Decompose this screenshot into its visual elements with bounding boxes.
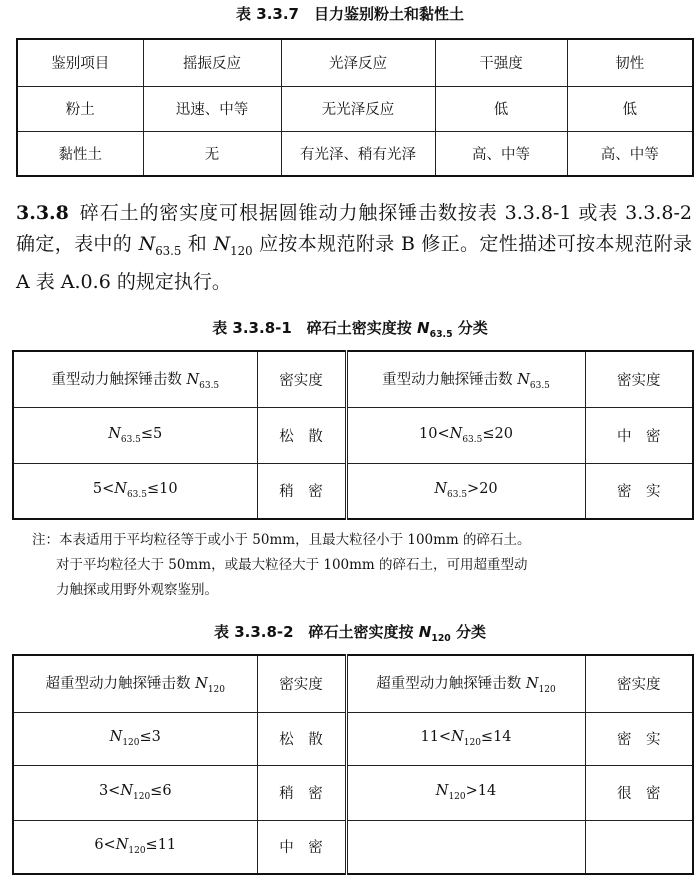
table-3381-caption: 表 3.3.8-1 碎石土密实度按 $N_{63.5}$ 分类	[212, 319, 488, 340]
table-cell: 高、中等	[435, 131, 567, 176]
header-cell: 光泽反应	[281, 39, 435, 86]
table-cell: 无光泽反应	[281, 86, 435, 131]
header-cell: 韧性	[567, 39, 693, 86]
table-cell: 高、中等	[567, 131, 693, 176]
table-cell: 中 密	[257, 820, 346, 874]
header-cell: 密实度	[585, 655, 693, 712]
header-cell: 超重型动力触探锤击数 $N_{120}$	[13, 655, 257, 712]
clause-number: 3.3.8	[16, 202, 69, 224]
table-cell: $N_{63.5}>20$	[346, 463, 585, 519]
header-cell: 鉴别项目	[17, 39, 143, 86]
header-cell: 密实度	[257, 655, 346, 712]
table-337	[16, 38, 694, 177]
table-cell: $10<N_{63.5}\le 20$	[346, 407, 585, 463]
table-337-caption: 表 3.3.7 目力鉴别粉土和黏性土	[236, 5, 464, 23]
table-cell: $6<N_{120}\le 11$	[13, 820, 257, 874]
table-cell	[346, 820, 585, 874]
table-cell: $11<N_{120}\le 14$	[346, 712, 585, 765]
table-cell: 粉土	[17, 86, 143, 131]
table-cell: $N_{63.5}\le 5$	[13, 407, 257, 463]
header-cell: 超重型动力触探锤击数 $N_{120}$	[346, 655, 585, 712]
table-cell: 松 散	[257, 407, 346, 463]
header-cell: 重型动力触探锤击数 $N_{63.5}$	[13, 351, 257, 407]
table-header-row	[13, 655, 693, 712]
note-line: 对于平均粒径大于 50mm，或最大粒径大于 100mm 的碎石土，可用超重型动	[56, 557, 528, 573]
table-cell: 密 实	[585, 463, 693, 519]
table-row	[17, 131, 693, 176]
header-cell: 干强度	[435, 39, 567, 86]
table-cell: 迅速、中等	[143, 86, 281, 131]
table-3381	[12, 350, 694, 520]
note-line: 注：本表适用于平均粒径等于或小于 50mm，且最大粒径小于 100mm 的碎石土。	[32, 532, 531, 548]
table-row	[13, 820, 693, 874]
table-cell: 稍 密	[257, 765, 346, 820]
table-cell: 很 密	[585, 765, 693, 820]
table-cell: $N_{120}\le 3$	[13, 712, 257, 765]
clause-text: 碎石土的密实度可根据圆锥动力触探锤击数按表 3.3.8-1 或表 3.3.8-2 确定，表中的 $N_{63.5}$ 和 $N_{120}$ 应按本规范附录 B 修正。定性描述可按本规范附录 A 表 A.0.6 的规定执行。	[16, 202, 692, 293]
table-cell: 稍 密	[257, 463, 346, 519]
header-cell: 重型动力触探锤击数 $N_{63.5}$	[346, 351, 585, 407]
table-cell: 低	[567, 86, 693, 131]
header-cell: 摇振反应	[143, 39, 281, 86]
table-cell: 低	[435, 86, 567, 131]
table-cell: 松 散	[257, 712, 346, 765]
table-header-row	[17, 39, 693, 86]
clause-338	[16, 198, 692, 298]
table-3382	[12, 654, 694, 875]
table-row	[13, 407, 693, 463]
header-cell: 密实度	[257, 351, 346, 407]
table-cell: 中 密	[585, 407, 693, 463]
table-cell: 无	[143, 131, 281, 176]
table-cell: 密 实	[585, 712, 693, 765]
table-row	[17, 86, 693, 131]
table-cell	[585, 820, 693, 874]
table-row	[13, 712, 693, 765]
table-header-row	[13, 351, 693, 407]
table-cell: $3<N_{120}\le 6$	[13, 765, 257, 820]
table-cell: 黏性土	[17, 131, 143, 176]
table-cell: $N_{120}>14$	[346, 765, 585, 820]
table-row	[13, 765, 693, 820]
note-line: 力触探或用野外观察鉴别。	[56, 582, 218, 598]
table-row	[13, 463, 693, 519]
table-3382-caption: 表 3.3.8-2 碎石土密实度按 $N_{120}$ 分类	[213, 623, 487, 644]
table-note	[32, 528, 696, 603]
header-cell: 密实度	[585, 351, 693, 407]
table-cell: 有光泽、稍有光泽	[281, 131, 435, 176]
table-cell: $5<N_{63.5}\le 10$	[13, 463, 257, 519]
